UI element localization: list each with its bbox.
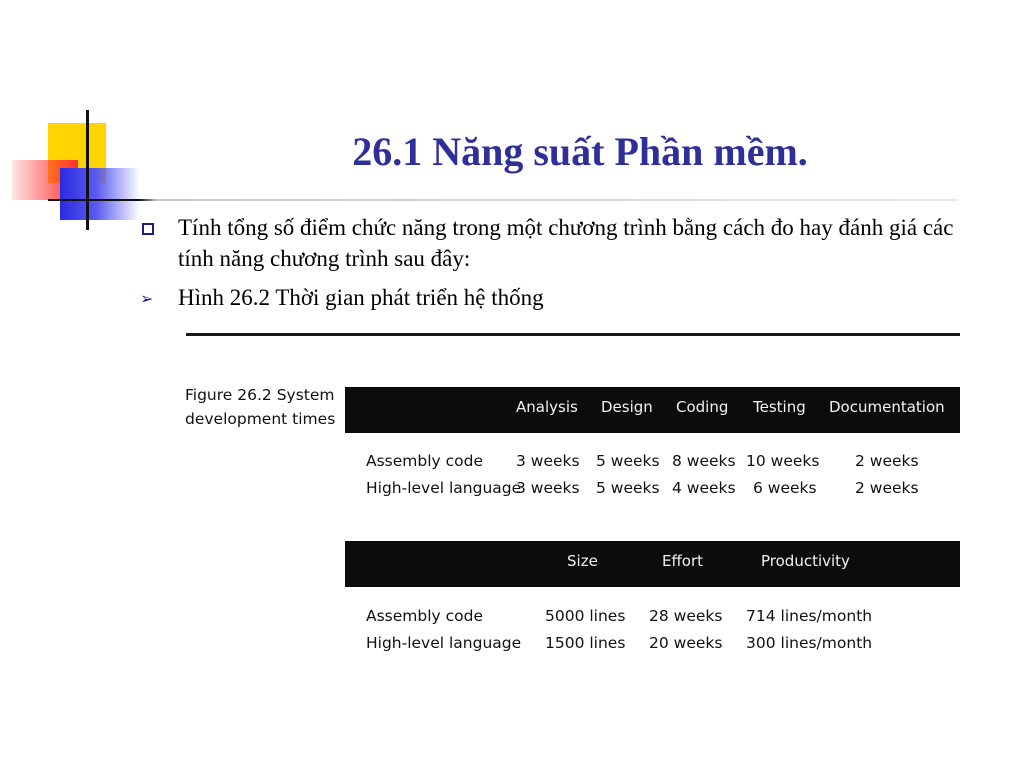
table2-header-productivity: Productivity [761,552,850,570]
cell: 1500 lines [545,634,626,652]
bullet-text: Tính tổng số điểm chức năng trong một chương trình bằng cách đo hay đánh giá các tính năng chương trình sau đây: [178,215,954,271]
table-row [345,479,960,505]
slide-title: 26.1 Năng suất Phần mềm. [352,129,808,174]
table-row [345,607,960,633]
cell: 2 weeks [855,479,919,497]
logo-blue-square [60,168,140,220]
cell: 5000 lines [545,607,626,625]
table1-header [345,387,960,433]
table2-header [345,541,960,587]
table1-header-documentation: Documentation [829,398,945,416]
cell: 4 weeks [672,479,736,497]
cell: 300 lines/month [746,634,873,652]
row-label: High-level language [366,479,522,497]
figure-top-rule [186,333,960,336]
bullet-item [140,282,960,313]
row-label: High-level language [366,634,522,652]
table1-header-coding: Coding [676,398,729,416]
logo-vertical-line [86,110,89,230]
bullet-list [140,212,960,321]
table-row [345,634,960,660]
arrow-bullet-icon: ➢ [140,291,154,308]
title-divider-line [48,199,958,201]
cell: 8 weeks [672,452,736,470]
cell: 3 weeks [516,452,580,470]
table-row [345,452,960,478]
table1-header-design: Design [601,398,653,416]
row-label: Assembly code [366,452,484,470]
cell: 28 weeks [649,607,723,625]
cell: 10 weeks [746,452,820,470]
table1-header-testing: Testing [753,398,806,416]
table2-header-size: Size [567,552,598,570]
cell: 6 weeks [753,479,817,497]
cell: 2 weeks [855,452,919,470]
row-label: Assembly code [366,607,484,625]
table1-header-analysis: Analysis [516,398,578,416]
bullet-item [140,212,960,274]
figure-caption: Figure 26.2 System development times [185,386,336,428]
square-bullet-icon [140,212,154,247]
cell: 20 weeks [649,634,723,652]
bullet-text: Hình 26.2 Thời gian phát triển hệ thống [178,285,544,310]
cell: 5 weeks [596,452,660,470]
cell: 5 weeks [596,479,660,497]
cell: 714 lines/month [746,607,873,625]
cell: 3 weeks [516,479,580,497]
table2-header-effort: Effort [662,552,704,570]
